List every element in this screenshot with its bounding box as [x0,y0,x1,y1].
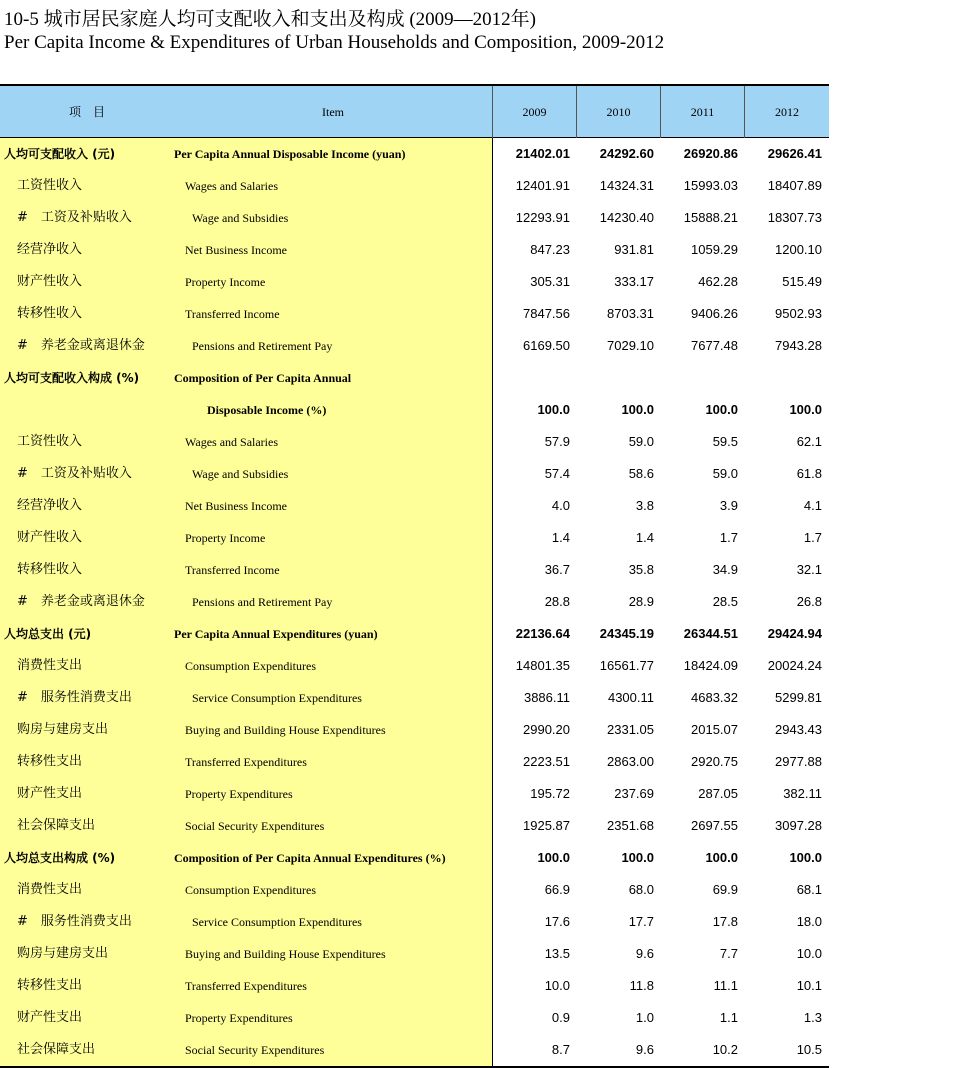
cell-2012: 5299.81 [775,690,822,705]
table-row [0,746,829,778]
row-label-en: Disposable Income (%) [207,403,327,417]
row-label-cn: 转移性支出 [17,978,83,993]
cell-2010: 9.6 [635,1042,654,1057]
row-label-cn: 消费性支出 [17,658,83,673]
cell-2012: 29424.94 [767,626,822,641]
row-label-cn: # 工资及补贴收入 [17,210,132,225]
table-row [0,266,829,298]
cell-2009: 2223.51 [523,754,570,769]
cell-2011: 2015.07 [691,722,738,737]
cell-2012: 1200.10 [775,242,822,257]
cell-2010: 68.0 [628,882,654,897]
cell-2010: 58.6 [628,466,654,481]
table-row [0,586,829,618]
row-label-cn: 人均总支出 (元) [4,627,92,641]
row-label-cn: 消费性支出 [17,882,83,897]
row-label-cn: 经营净收入 [17,242,83,257]
row-label-en: Transferred Income [185,307,280,321]
row-label-cn: 社会保障支出 [17,1042,96,1057]
cell-2010: 333.17 [614,274,654,289]
table-row [0,1002,829,1034]
cell-2011: 1.7 [719,530,738,545]
cell-2009: 100.0 [537,850,570,865]
cell-2010: 2351.68 [607,818,654,833]
cell-2009: 2990.20 [523,722,570,737]
cell-2010: 1.0 [635,1010,654,1025]
header-year-2012: 2012 [775,105,799,119]
row-label-en: Wage and Subsidies [192,211,289,225]
row-label-en: Composition of Per Capita Annual [174,371,352,385]
table-row [0,458,829,490]
cell-2011: 15888.21 [683,210,738,225]
cell-2009: 12401.91 [515,178,570,193]
cell-2012 [745,362,822,394]
page-title-cn: 10-5 城市居民家庭人均可支配收入和支出及构成 (2009—2012年) [4,9,536,30]
row-label-cn: 财产性支出 [17,1010,83,1025]
row-label-en: Wage and Subsidies [192,467,289,481]
row-label-en: Per Capita Annual Expenditures (yuan) [174,627,378,641]
row-label-cn: 社会保障支出 [17,818,96,833]
cell-2009: 28.8 [544,594,570,609]
cell-2009: 66.9 [544,882,570,897]
cell-2011: 10.2 [712,1042,738,1057]
cell-2010: 1.4 [635,530,654,545]
row-label-cn: 财产性收入 [17,274,83,289]
cell-2010 [577,362,654,394]
cell-2009: 21402.01 [515,146,570,161]
table-row [0,650,829,682]
cell-2009: 1.4 [551,530,570,545]
cell-2010: 9.6 [635,946,654,961]
row-label-cn: 购房与建房支出 [17,946,109,961]
row-label-en: Net Business Income [185,499,287,513]
table-row [0,682,829,714]
row-label-cn: 财产性支出 [17,786,83,801]
cell-2012: 100.0 [789,850,822,865]
cell-2012: 100.0 [789,402,822,417]
cell-2010: 4300.11 [607,690,654,705]
cell-2012: 1.3 [803,1010,822,1025]
row-label-cn: 转移性收入 [17,562,83,577]
table-row [0,714,829,746]
cell-2012: 4.1 [803,498,822,513]
row-label-en: Composition of Per Capita Annual Expenditures (%) [174,851,446,865]
cell-2011: 462.28 [698,274,738,289]
cell-2009: 36.7 [544,562,570,577]
cell-2010: 8703.31 [607,306,654,321]
cell-2012: 9502.93 [775,306,822,321]
cell-2012: 2943.43 [775,722,822,737]
header-year-2010: 2010 [606,105,631,119]
cell-2010: 14230.40 [599,210,654,225]
cell-2012: 10.1 [796,978,822,993]
page-title-en: Per Capita Income & Expenditures of Urban Households and Composition, 2009-2012 [4,32,665,53]
row-label-en: Property Expenditures [185,1011,293,1025]
table-row [0,490,829,522]
cell-2011 [661,362,738,394]
data-table [0,84,829,1057]
cell-2010: 17.7 [628,914,654,929]
cell-2010: 7029.10 [607,338,654,353]
cell-2010: 11.8 [629,978,654,993]
table-row [0,810,829,842]
cell-2010: 35.8 [628,562,654,577]
row-label-en: Buying and Building House Expenditures [185,723,386,737]
row-label-en: Transferred Expenditures [185,979,307,993]
cell-2009: 0.9 [551,1010,570,1025]
row-label-cn: # 服务性消费支出 [17,690,132,705]
cell-2012: 20024.24 [767,658,822,673]
cell-2010: 100.0 [621,850,654,865]
table-row [0,874,829,906]
row-label-cn: 购房与建房支出 [17,722,109,737]
cell-2011: 18424.09 [683,658,738,673]
row-label-en: Property Income [185,275,266,289]
row-label-en: Transferred Expenditures [185,755,307,769]
cell-2012: 18307.73 [767,210,822,225]
header-year-2011: 2011 [690,105,715,119]
row-label-en: Pensions and Retirement Pay [192,595,333,609]
cell-2009: 10.0 [544,978,570,993]
table-row [0,202,829,234]
row-label-en: Consumption Expenditures [185,883,316,897]
cell-2010: 16561.77 [599,658,654,673]
cell-2012: 2977.88 [775,754,822,769]
row-label-cn: 转移性收入 [17,306,83,321]
row-label-en: Consumption Expenditures [185,659,316,673]
cell-2009: 22136.64 [515,626,570,641]
cell-2010: 931.81 [614,242,654,257]
table-row [0,138,829,170]
table-row [0,298,829,330]
cell-2009: 14801.35 [515,658,570,673]
cell-2011: 11.1 [713,978,738,993]
cell-2011: 26344.51 [683,626,738,641]
cell-2011: 7.7 [719,946,738,961]
header-item-en: Item [322,105,344,119]
table-row [0,970,829,1002]
cell-2010: 24292.60 [599,146,654,161]
cell-2010: 2331.05 [607,722,654,737]
table-row [0,522,829,554]
cell-2009: 4.0 [551,498,570,513]
cell-2011: 9406.26 [691,306,738,321]
cell-2010: 3.8 [635,498,654,513]
row-label-en: Net Business Income [185,243,287,257]
cell-2009: 3886.11 [523,690,570,705]
cell-2012: 18407.89 [767,178,822,193]
row-label-en: Property Expenditures [185,787,293,801]
cell-2011: 69.9 [712,882,738,897]
cell-2011: 28.5 [712,594,738,609]
cell-2012: 62.1 [796,434,822,449]
cell-2011: 1.1 [719,1010,738,1025]
table-row [0,170,829,202]
cell-2011: 1059.29 [691,242,738,257]
row-label-cn: 财产性收入 [17,530,83,545]
cell-2009: 57.4 [544,466,570,481]
row-label-en: Social Security Expenditures [185,1043,325,1057]
table-row [0,394,829,426]
cell-2011: 7677.48 [691,338,738,353]
cell-2012: 68.1 [796,882,822,897]
cell-2012: 29626.41 [767,146,822,161]
cell-2012: 18.0 [796,914,822,929]
cell-2011: 59.0 [712,466,738,481]
cell-2012: 26.8 [796,594,822,609]
header-item-cn: 项 目 [68,105,105,119]
table-row [0,1034,829,1066]
row-label-cn: 工资性收入 [17,434,83,449]
header-year-2009: 2009 [522,105,547,119]
row-label-en: Buying and Building House Expenditures [185,947,386,961]
cell-2009: 17.6 [544,914,570,929]
cell-2011: 26920.86 [683,146,738,161]
row-label-cn: 转移性支出 [17,754,83,769]
row-label-cn: # 工资及补贴收入 [17,466,132,481]
row-label-cn: # 养老金或离退休金 [17,338,145,353]
row-label-cn: 人均可支配收入构成 (%) [4,371,140,385]
row-label-en: Service Consumption Expenditures [192,691,362,705]
table-row [0,362,829,394]
cell-2011: 4683.32 [691,690,738,705]
cell-2012: 3097.28 [775,818,822,833]
table-row [0,426,829,458]
row-label-cn: 工资性收入 [17,178,83,193]
row-label-en: Transferred Income [185,563,280,577]
row-label-en: Service Consumption Expenditures [192,915,362,929]
cell-2012: 32.1 [796,562,822,577]
cell-2011: 34.9 [712,562,738,577]
cell-2010: 59.0 [628,434,654,449]
table-row [0,778,829,810]
cell-2011: 59.5 [712,434,738,449]
table-row [0,906,829,938]
cell-2010: 14324.31 [599,178,654,193]
cell-2011: 2920.75 [691,754,738,769]
cell-2009: 195.72 [530,786,570,801]
row-label-cn: 人均可支配收入 (元) [4,147,116,161]
cell-2011: 17.8 [712,914,738,929]
cell-2012: 382.11 [783,786,822,801]
cell-2012: 10.5 [796,1042,822,1057]
cell-2010: 237.69 [614,786,654,801]
row-label-en: Wages and Salaries [185,179,278,193]
cell-2009: 100.0 [537,402,570,417]
cell-2009: 57.9 [544,434,570,449]
row-label-en: Social Security Expenditures [185,819,325,833]
cell-2010: 2863.00 [607,754,654,769]
cell-2011: 100.0 [705,850,738,865]
cell-2011: 3.9 [719,498,738,513]
cell-2009: 305.31 [530,274,570,289]
cell-2010: 100.0 [621,402,654,417]
table-row [0,330,829,362]
cell-2009 [493,362,570,394]
cell-2011: 15993.03 [683,178,738,193]
cell-2011: 100.0 [705,402,738,417]
row-label-cn: 经营净收入 [17,498,83,513]
row-label-cn: # 养老金或离退休金 [17,594,145,609]
cell-2012: 61.8 [796,466,822,481]
table-row [0,938,829,970]
row-label-cn: # 服务性消费支出 [17,914,132,929]
cell-2009: 1925.87 [523,818,570,833]
cell-2010: 24345.19 [599,626,654,641]
cell-2009: 6169.50 [523,338,570,353]
cell-2009: 13.5 [544,946,570,961]
cell-2009: 7847.56 [523,306,570,321]
cell-2009: 12293.91 [515,210,570,225]
row-label-en: Per Capita Annual Disposable Income (yuan) [174,147,406,161]
cell-2011: 287.05 [698,786,738,801]
table-header [0,84,829,138]
cell-2012: 1.7 [803,530,822,545]
table-row [0,554,829,586]
cell-2009: 8.7 [551,1042,570,1057]
row-label-en: Wages and Salaries [185,435,278,449]
table-row [0,234,829,266]
cell-2012: 515.49 [782,274,822,289]
cell-2010: 28.9 [628,594,654,609]
table-row [0,842,829,874]
table-row [0,618,829,650]
cell-2012: 7943.28 [775,338,822,353]
row-label-cn: 人均总支出构成 (%) [4,851,116,865]
cell-2009: 847.23 [530,242,570,257]
row-label-en: Pensions and Retirement Pay [192,339,333,353]
cell-2011: 2697.55 [691,818,738,833]
cell-2012: 10.0 [796,946,822,961]
row-label-en: Property Income [185,531,266,545]
